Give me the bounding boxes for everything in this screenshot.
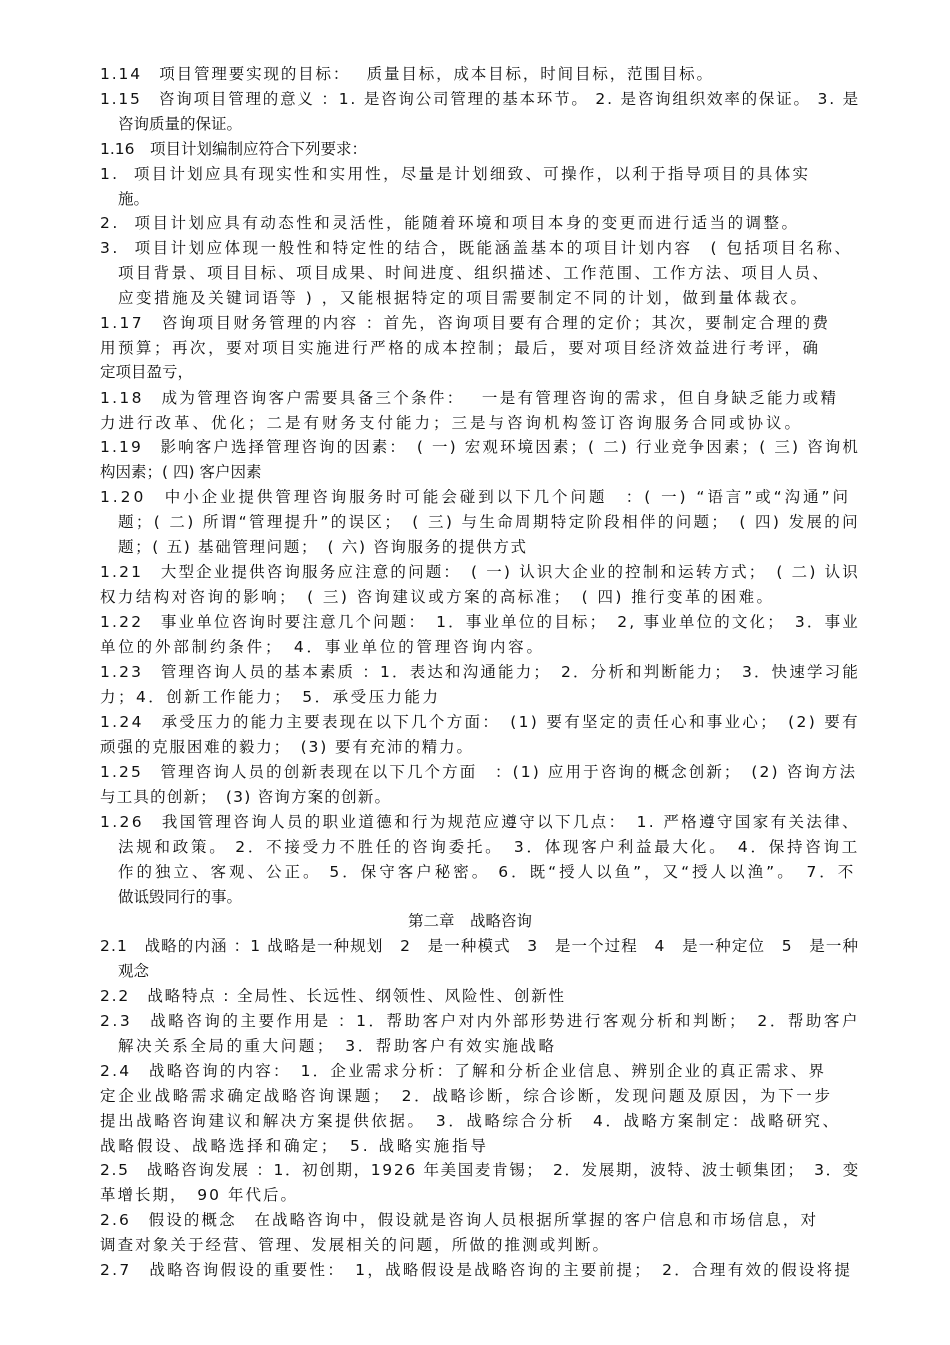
text-line: 作的独立、客观、公正。 5．保守客户秘密。 6．既“授人以鱼”，又“授人以渔”。 7．不	[118, 863, 857, 881]
text-line: 观念	[118, 962, 150, 980]
text-line: 咨询质量的保证。	[118, 115, 243, 133]
text-line: 1.25 管理咨询人员的创新表现在以下几个方面 ：(1) 应用于咨询的概念创新； (2) 咨询方法	[100, 763, 858, 781]
text-line: 顽强的克服困难的毅力； (3) 要有充沛的精力。	[100, 738, 474, 756]
text-line: 1.16 项目计划编制应符合下列要求：	[100, 140, 368, 158]
text-line: 1.21 大型企业提供咨询服务应注意的问题： ( 一) 认识大企业的控制和运转方式； ( 二) 认识	[100, 563, 860, 581]
text-line: 项目背景、项目目标、项目成果、时间进度、组织描述、工作范围、工作方法、项目人员、	[118, 264, 831, 282]
text-line: 解决关系全局的重大问题； 3．帮助客户有效实施战略	[118, 1037, 557, 1055]
text-line: 1.20 中小企业提供管理咨询服务时可能会碰到以下几个问题 ：( 一) “语言”或“沟通”问	[100, 488, 851, 506]
text-line: 定企业战略需求确定战略咨询课题； 2．战略诊断，综合诊断，发现问题及原因，为下一步	[100, 1087, 833, 1105]
text-line: 1.26 我国管理咨询人员的职业道德和行为规范应遵守以下几点： 1. 严格遵守国家有关法律、	[100, 813, 860, 831]
text-line: 提出战略咨询建议和解决方案提供依据。 3．战略综合分析 4．战略方案制定：战略研究、	[100, 1112, 841, 1130]
text-line: 法规和政策。 2．不接受力不胜任的咨询委托。 3．体现客户利益最大化。 4．保持咨询工	[118, 838, 860, 856]
text-line: 调查对象关于经营、管理、发展相关的问题，所做的推测或判断。	[100, 1236, 611, 1254]
text-line: 革增长期， 90 年代后。	[100, 1186, 299, 1204]
text-line: 定项目盈亏，	[100, 363, 194, 381]
text-line: 2.4 战略咨询的内容： 1．企业需求分析：了解和分析企业信息、辨别企业的真正需求、界	[100, 1062, 827, 1080]
text-line: 1.18 成为管理咨询客户需要具备三个条件： 一是有管理咨询的需求，但自身缺乏能力或精	[100, 389, 839, 407]
text-line: 力；4．创新工作能力； 5．承受压力能力	[100, 688, 441, 706]
text-line: 用预算；再次，要对项目实施进行严格的成本控制；最后，要对项目经济效益进行考评，确	[100, 339, 821, 357]
text-line: 1. 项目计划应具有现实性和实用性，尽量是计划细致、可操作，以利于指导项目的具体实	[100, 165, 811, 183]
text-line: 2.6 假设的概念 在战略咨询中，假设就是咨询人员根据所掌握的客户信息和市场信息，对	[100, 1211, 819, 1229]
text-line: 战略假设、战略选择和确定； 5. 战略实施指导	[100, 1137, 489, 1155]
text-line: 2. 项目计划应具有动态性和灵活性，能随着环境和项目本身的变更而进行适当的调整。	[100, 214, 800, 232]
text-line: 1.19 影响客户选择管理咨询的因素： ( 一) 宏观环境因素；( 二) 行业竞争因素；( 三) 咨询机	[100, 438, 860, 456]
text-line: 2.2 战略特点 : 全局性、长远性、纲领性、风险性、创新性	[100, 987, 566, 1005]
text-line: 应变措施及关键词语等 ) ，又能根据特定的项目需要制定不同的计划，做到量体裁衣。	[118, 289, 809, 307]
text-line: 1.14 项目管理要实现的目标： 质量目标，成本目标，时间目标，范围目标。	[100, 65, 714, 83]
text-line: 施。	[118, 190, 150, 208]
text-line: 1.24 承受压力的能力主要表现在以下几个方面： (1) 要有坚定的责任心和事业心； (2) 要有	[100, 713, 860, 731]
text-line: 权力结构对咨询的影响； ( 三) 咨询建议或方案的高标准； ( 四) 推行变革的困难。	[100, 588, 775, 606]
text-line: 3. 项目计划应体现一般性和特定性的结合，既能涵盖基本的项目计划内容 ( 包括项目名称、	[100, 239, 853, 257]
text-line: 1.23 管理咨询人员的基本素质 ：1．表达和沟通能力； 2．分析和判断能力； 3．快速学习能	[100, 663, 860, 681]
text-line: 2.1 战略的内涵 ：1 战略是一种规划 2 是一种模式 3 是一个过程 4 是一种定位 5 是一种	[100, 937, 860, 955]
text-line: 1.17 咨询项目财务管理的内容 ：首先，咨询项目要有合理的定价；其次，要制定合理的费	[100, 314, 831, 332]
text-line: 与工具的创新； (3) 咨询方案的创新。	[100, 788, 392, 806]
text-line: 构因素；( 四) 客户因素	[100, 463, 262, 481]
text-line: 2.5 战略咨询发展 ：1．初创期，1926 年美国麦肯锡； 2．发展期，波特、波士顿集团； 3．变	[100, 1161, 860, 1179]
text-line: 单位的外部制约条件； 4．事业单位的管理咨询内容。	[100, 638, 545, 656]
text-line: 1.22 事业单位咨询时要注意几个问题： 1．事业单位的目标； 2, 事业单位的文化； 3．事业	[100, 613, 860, 631]
text-line: 1.15 咨询项目管理的意义 ：1. 是咨询公司管理的基本环节。 2. 是咨询组织效率的保证。 3. 是	[100, 90, 860, 108]
text-line: 题；( 二) 所谓“管理提升”的误区； ( 三) 与生命周期特定阶段相伴的问题； ( 四) 发展的问	[118, 513, 860, 531]
text-line: 2.3 战略咨询的主要作用是 ：1．帮助客户对内外部形势进行客观分析和判断； 2．帮助客户	[100, 1012, 860, 1030]
text-line: 题；( 五) 基础管理问题； ( 六) 咨询服务的提供方式	[118, 538, 528, 556]
text-line: 第二章 战略咨询	[408, 912, 533, 930]
text-line: 做诋毁同行的事。	[118, 888, 243, 906]
text-line: 2.7 战略咨询假设的重要性： 1，战略假设是战略咨询的主要前提； 2．合理有效的假设将提	[100, 1261, 853, 1279]
text-line: 力进行改革、优化；二是有财务支付能力；三是与咨询机构签订咨询服务合同或协议。	[100, 414, 803, 432]
